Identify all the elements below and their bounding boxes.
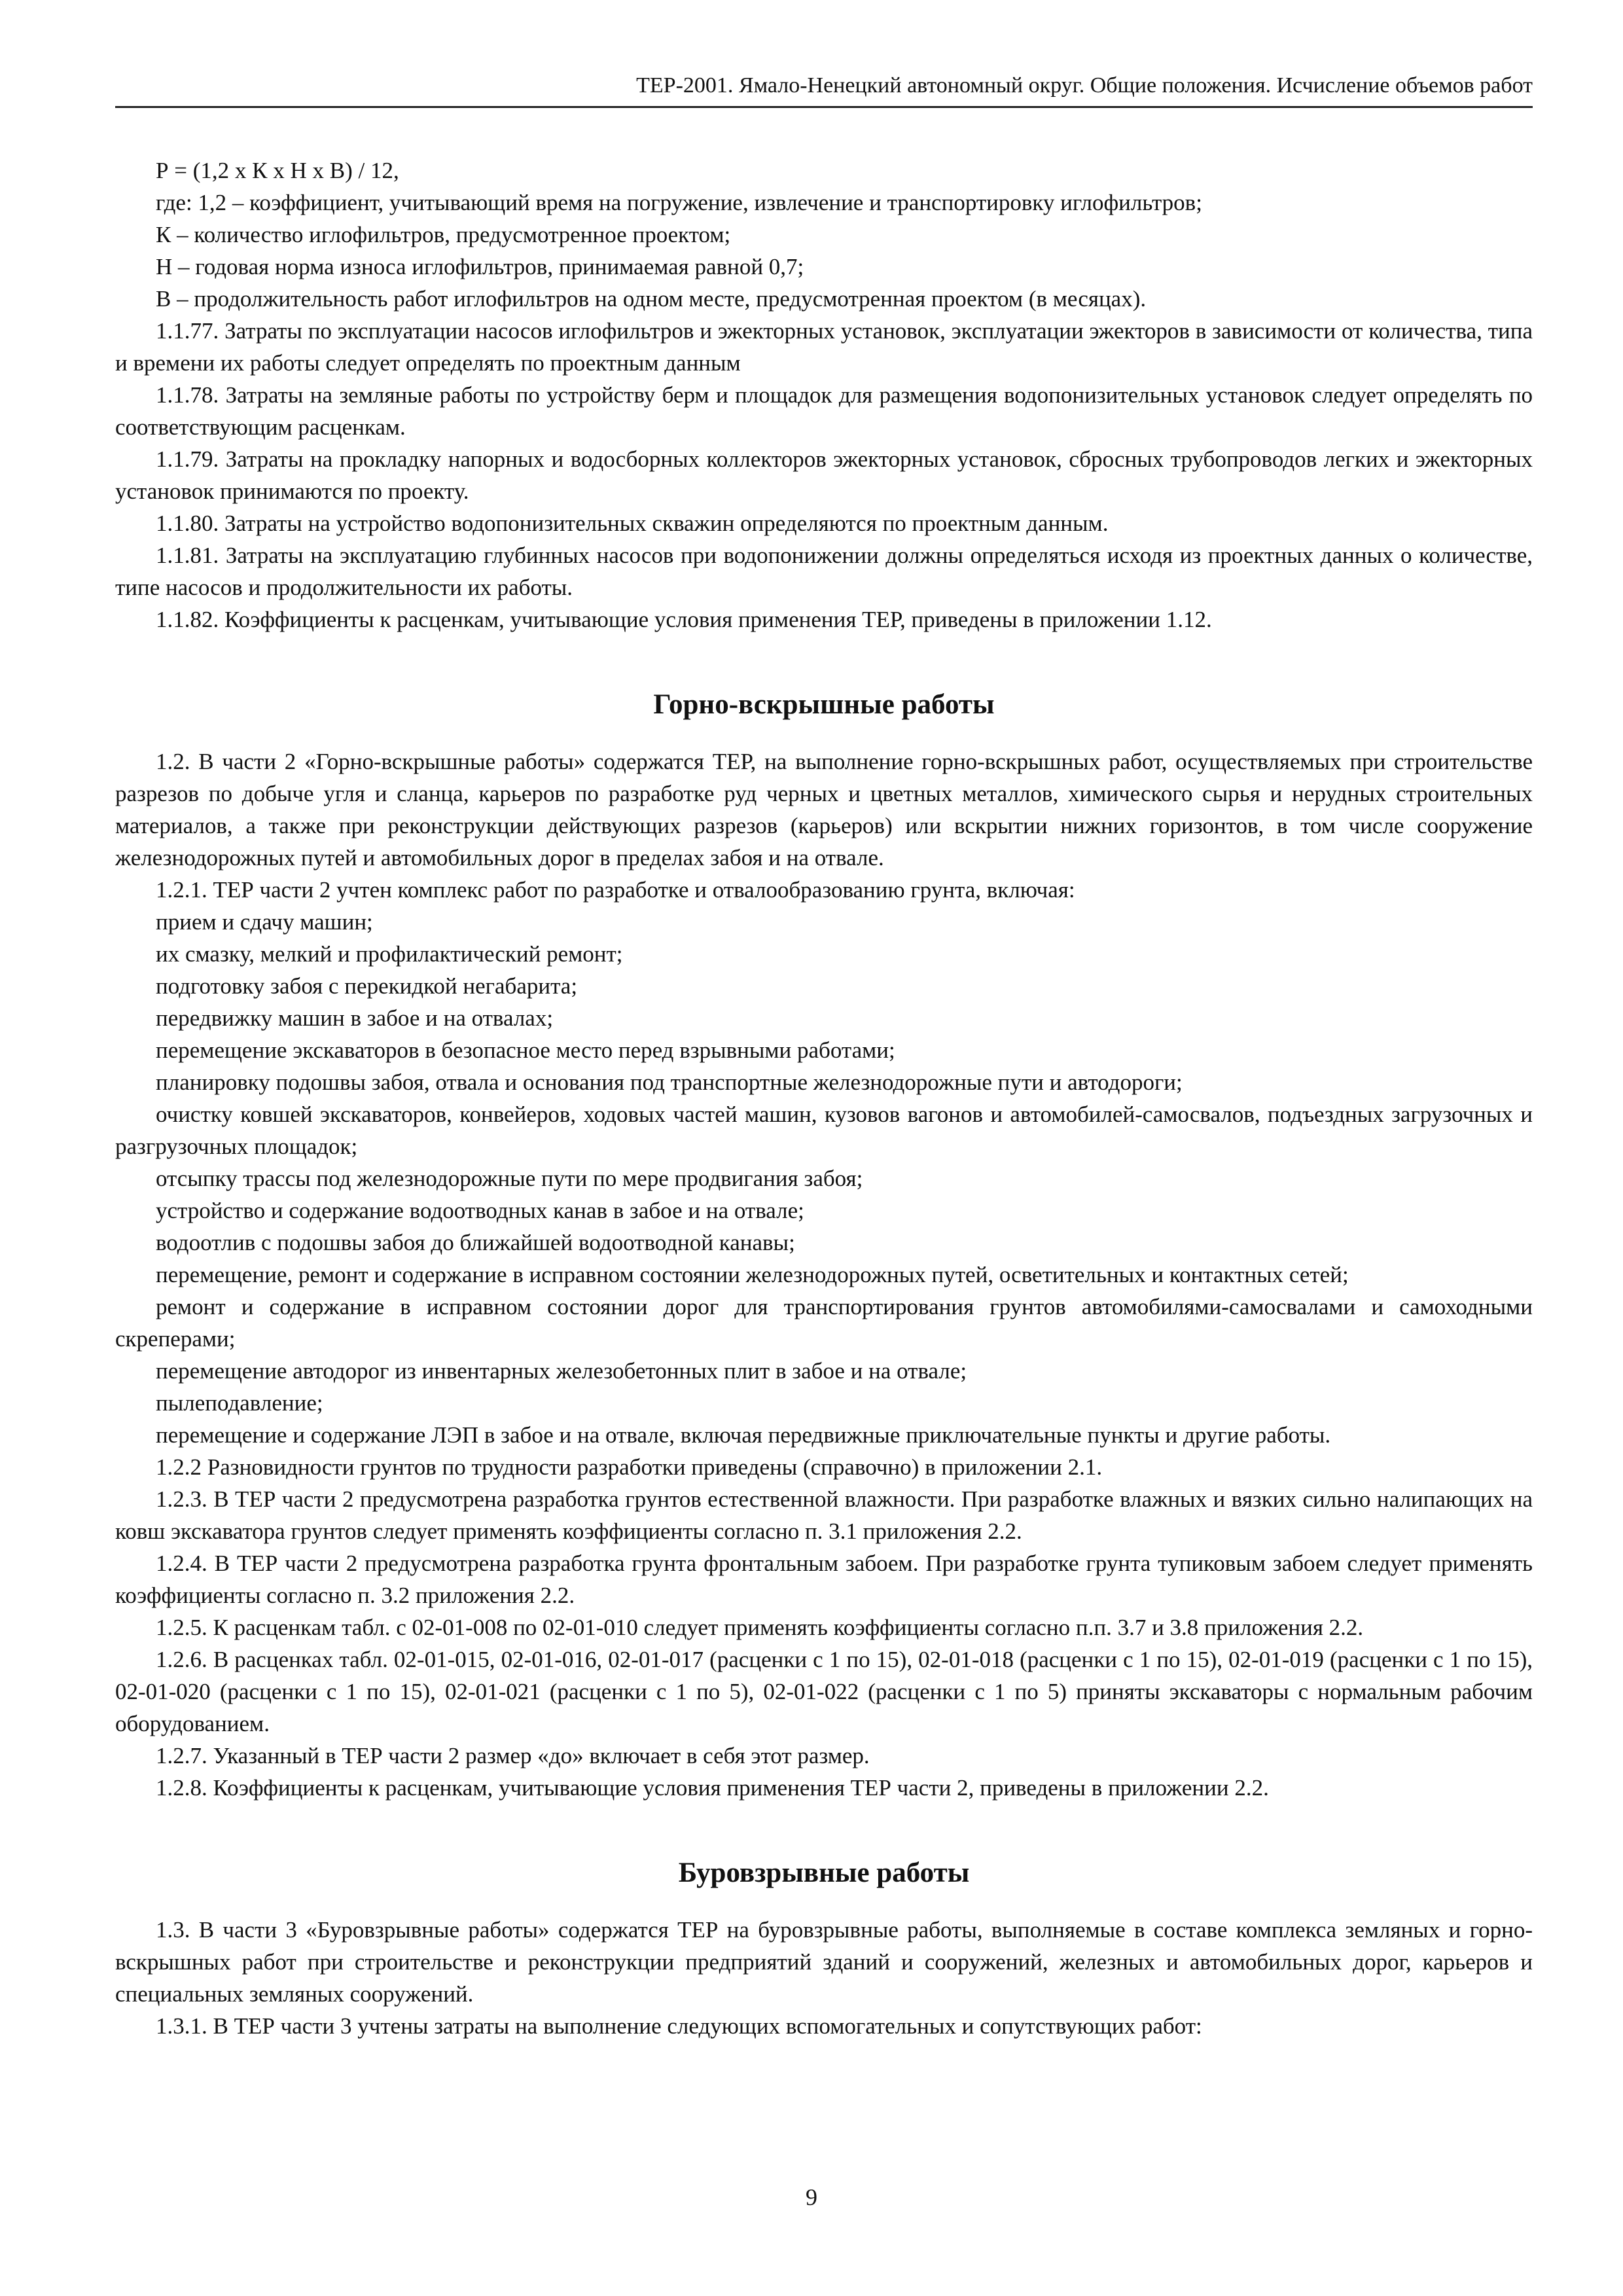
list-item: пылеподавление; xyxy=(156,1390,323,1416)
paragraph: 1.2.3. В ТЕР части 2 предусмотрена разработка грунтов естественной влажности. При разработке влажных и вязких сильно налипающих на ковш экскаватора грунтов следует применять коэффициенты согласно п. 3.1 приложения 2.2. xyxy=(115,1486,1533,1544)
paragraph: 1.2. В части 2 «Горно-вскрышные работы» содержатся ТЕР, на выполнение горно-вскрышных работ, осуществляемых при строительстве разрезов по добыче угля и сланца, карьеров по разработке руд черных и цветных металлов, химического сырья и нерудных строительных материалов, а также при реконструкции действующих разрезов (карьеров) или вскрытии нижних горизонтов, в том числе сооружение железнодорожных путей и автомобильных дорог в пределах забоя и на отвале. xyxy=(115,749,1533,870)
paragraph: 1.2.4. В ТЕР части 2 предусмотрена разработка грунта фронтальным забоем. При разработке грунта тупиковым забоем следует применять коэффициенты согласно п. 3.2 приложения 2.2. xyxy=(115,1551,1533,1608)
paragraph: 1.1.79. Затраты на прокладку напорных и водосборных коллекторов эжекторных установок, сбросных трубопроводов легких и эжекторных установок принимаются по проекту. xyxy=(115,446,1533,504)
paragraph: Р = (1,2 х К х Н х В) / 12, xyxy=(156,158,399,183)
list-item: устройство и содержание водоотводных канав в забое и на отвале; xyxy=(156,1198,804,1223)
paragraph: К – количество иглофильтров, предусмотренное проектом; xyxy=(156,222,731,247)
list-item: их смазку, мелкий и профилактический ремонт; xyxy=(156,941,623,967)
paragraph: 1.2.5. К расценкам табл. с 02-01-008 по 02-01-010 следует применять коэффициенты согласно п.п. 3.7 и 3.8 приложения 2.2. xyxy=(156,1615,1364,1640)
list-item: очистку ковшей экскаваторов, конвейеров, ходовых частей машин, кузовов вагонов и автомобилей-самосвалов, подъездных загрузочных и разгрузочных площадок; xyxy=(115,1102,1533,1159)
list-item: планировку подошвы забоя, отвала и основания под транспортные железнодорожные пути и автодороги; xyxy=(156,1069,1183,1095)
list-item: перемещение экскаваторов в безопасное место перед взрывными работами; xyxy=(156,1037,895,1063)
section-heading-blasting: Буровзрывные работы xyxy=(678,1857,970,1888)
list-item: перемещение, ремонт и содержание в исправном состоянии железнодорожных путей, осветительных и контактных сетей; xyxy=(156,1262,1349,1287)
list-item: перемещение автодорог из инвентарных железобетонных плит в забое и на отвале; xyxy=(156,1358,967,1384)
paragraph: 1.2.1. ТЕР части 2 учтен комплекс работ по разработке и отвалообразованию грунта, включая: xyxy=(156,877,1075,903)
list-item: водоотлив с подошвы забоя до ближайшей водоотводной канавы; xyxy=(156,1230,795,1255)
list-item: подготовку забоя с перекидкой негабарита; xyxy=(156,973,578,999)
header-title: ТЕР-2001. Ямало-Ненецкий автономный округ. Общие положения. Исчисление объемов работ xyxy=(636,73,1533,98)
section-heading-mining: Горно-вскрышные работы xyxy=(653,689,995,720)
paragraph: В – продолжительность работ иглофильтров на одном месте, предусмотренная проектом (в месяцах). xyxy=(156,286,1147,312)
paragraph: Н – годовая норма износа иглофильтров, принимаемая равной 0,7; xyxy=(156,254,804,279)
section-mining-paragraphs xyxy=(115,745,1533,1804)
list-item: перемещение и содержание ЛЭП в забое и на отвале, включая передвижные приключательные пункты и другие работы. xyxy=(156,1422,1331,1448)
page-number: 9 xyxy=(806,2184,817,2210)
list-item: ремонт и содержание в исправном состоянии дорог для транспортирования грунтов автомобилями-самосвалами и самоходными скреперами; xyxy=(115,1294,1533,1352)
paragraph: где: 1,2 – коэффициент, учитывающий время на погружение, извлечение и транспортировку иглофильтров; xyxy=(156,190,1202,215)
paragraph: 1.1.78. Затраты на земляные работы по устройству берм и площадок для размещения водопонизительных установок следует определять по соответствующим расценкам. xyxy=(115,382,1533,440)
list-item: передвижку машин в забое и на отвалах; xyxy=(156,1005,554,1031)
paragraph: 1.2.2 Разновидности грунтов по трудности разработки приведены (справочно) в приложении 2.1. xyxy=(156,1454,1103,1480)
list-item: отсыпку трассы под железнодорожные пути по мере продвигания забоя; xyxy=(156,1166,863,1191)
paragraph: 1.1.81. Затраты на эксплуатацию глубинных насосов при водопонижении должны определяться исходя из проектных данных о количестве, типе насосов и продолжительности их работы. xyxy=(115,543,1533,600)
section-water-lowering-paragraphs xyxy=(115,154,1533,636)
section-blasting-paragraphs xyxy=(115,1914,1533,2042)
document-body xyxy=(115,154,1533,2042)
paragraph: 1.1.82. Коэффициенты к расценкам, учитывающие условия применения ТЕР, приведены в приложении 1.12. xyxy=(156,607,1212,632)
page-header xyxy=(115,71,1533,108)
paragraph: 1.3. В части 3 «Буровзрывные работы» содержатся ТЕР на буровзрывные работы, выполняемые в составе комплекса земляных и горно-вскрышных работ при строительстве и реконструкции предприятий зданий и сооружений, железных и автомобильных дорог, карьеров и специальных земляных сооружений. xyxy=(115,1917,1533,2007)
paragraph: 1.3.1. В ТЕР части 3 учтены затраты на выполнение следующих вспомогательных и сопутствующих работ: xyxy=(156,2013,1202,2039)
list-item: прием и сдачу машин; xyxy=(156,909,373,935)
paragraph: 1.1.77. Затраты по эксплуатации насосов иглофильтров и эжекторных установок, эксплуатации эжекторов в зависимости от количества, типа и времени их работы следует определять по проектным данным xyxy=(115,318,1533,376)
paragraph: 1.2.7. Указанный в ТЕР части 2 размер «до» включает в себя этот размер. xyxy=(156,1743,870,1768)
paragraph: 1.2.6. В расценках табл. 02-01-015, 02-01-016, 02-01-017 (расценки с 1 по 15), 02-01-018 (расценки с 1 по 15), 02-01-019 (расценки с 1 по 15), 02-01-020 (расценки с 1 по 15), 02-01-021 (расценки с 1 по 5), 02-01-022 (расценки с 1 по 5) приняты экскаваторы с нормальным рабочим оборудованием. xyxy=(115,1647,1533,1736)
paragraph: 1.1.80. Затраты на устройство водопонизительных скважин определяются по проектным данным. xyxy=(156,511,1109,536)
paragraph: 1.2.8. Коэффициенты к расценкам, учитывающие условия применения ТЕР части 2, приведены в приложении 2.2. xyxy=(156,1775,1269,1801)
